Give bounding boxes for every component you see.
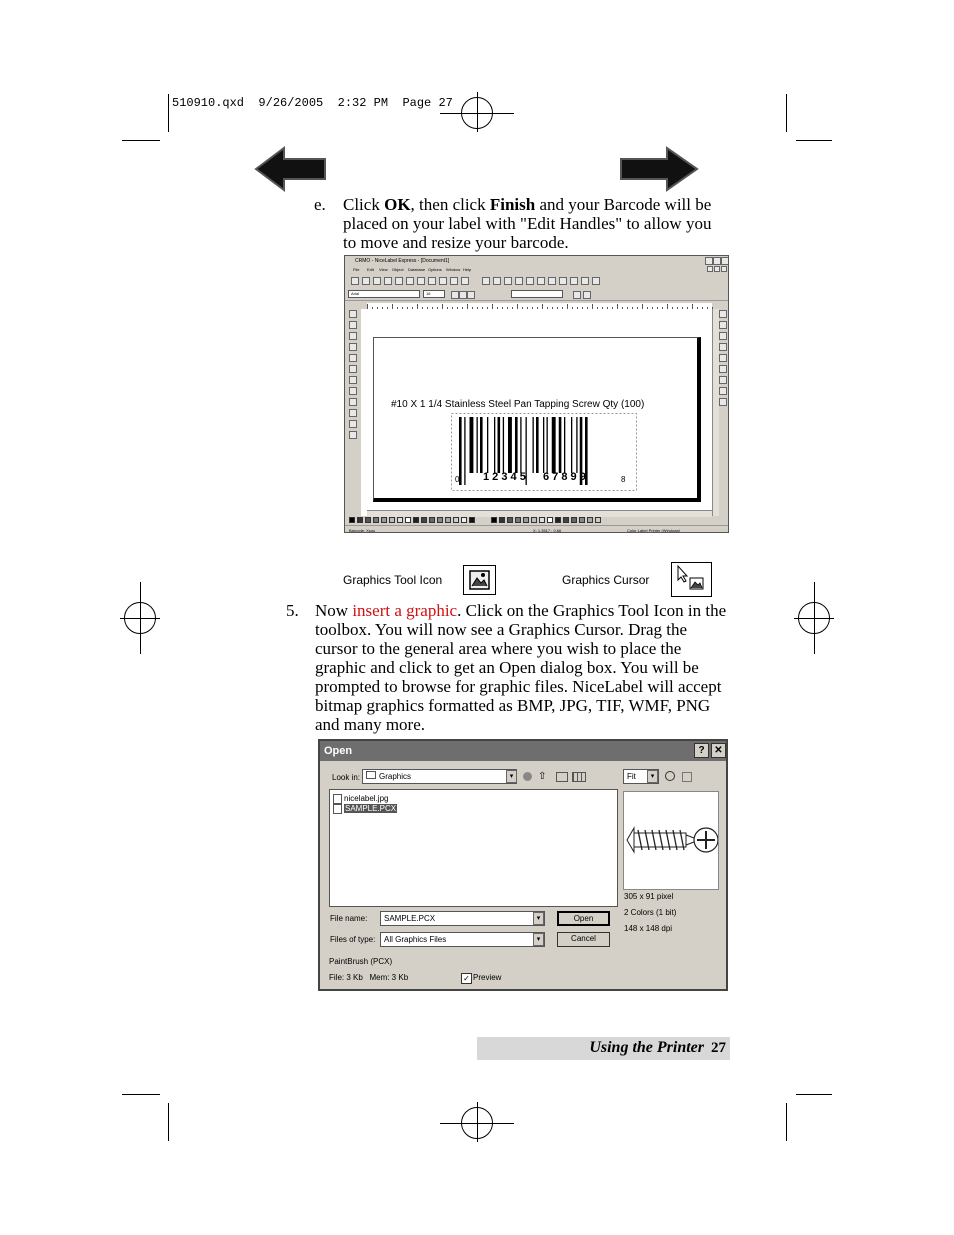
toolbar-button[interactable]	[395, 277, 403, 285]
barcode-first-digit: 0	[455, 475, 460, 484]
palette-swatch[interactable]	[413, 517, 419, 523]
crop-mark-top-left-h	[122, 140, 160, 141]
doc-restore-button[interactable]	[714, 266, 720, 272]
barcode-bar	[480, 417, 483, 473]
screw-image	[624, 792, 718, 889]
menu-options[interactable]: Options	[428, 267, 442, 272]
palette-swatch[interactable]	[373, 517, 379, 523]
barcode-bar	[477, 417, 478, 473]
barcode-bar	[547, 417, 548, 473]
toolbar-button[interactable]	[559, 277, 567, 285]
barcode-bar	[520, 417, 521, 473]
status-right: Color Label Printer (Windows)	[627, 528, 681, 533]
barcode-bar	[533, 417, 534, 473]
toolbox-tool-button[interactable]	[349, 376, 357, 384]
file-item-sample[interactable]: SAMPLE.PCX	[333, 804, 397, 814]
graphics-tool-label: Graphics Tool Icon	[343, 573, 443, 587]
step-e	[314, 195, 734, 255]
file-name-label: File name:	[330, 914, 368, 923]
next-page-arrow-icon[interactable]	[619, 146, 699, 192]
open-button[interactable]: Open	[557, 911, 610, 926]
horizontal-scrollbar[interactable]	[367, 510, 712, 517]
palette-swatch[interactable]	[595, 517, 601, 523]
barcode-bar	[515, 417, 518, 473]
close-button[interactable]	[721, 257, 729, 265]
align-tool-button[interactable]	[719, 343, 727, 351]
graphics-cursor-label: Graphics Cursor	[562, 573, 650, 587]
palette-swatch[interactable]	[349, 517, 355, 523]
ok-keyword: OK	[384, 195, 411, 214]
step-5-text: Now insert a graphic. Click on the Graphics Tool Icon in the toolbox. You will now see a Graphics Cursor. Drag the cursor to the general area where you wish to place the graphic and click to get an Open dialog box. You will be prompted to browse for graphic files. NiceLabel will accept bitmap graphics formatted as BMP, JPG, TIF, WMF, PNG and many more.	[315, 601, 727, 734]
window-title: CRMO - NiceLabel Express - [Document1]	[355, 258, 450, 264]
footer-bar	[477, 1037, 730, 1060]
image-file-icon	[333, 794, 342, 804]
format-text: PaintBrush (PCX)	[329, 957, 393, 966]
step-e-marker: e.	[314, 195, 326, 214]
toolbar-button[interactable]	[439, 277, 447, 285]
standard-toolbar	[345, 274, 728, 289]
size-text: File: 3 Kb Mem: 3 Kb	[329, 973, 409, 982]
menu-help[interactable]: Help	[463, 267, 472, 272]
cancel-button[interactable]: Cancel	[557, 932, 610, 947]
align-tool-button[interactable]	[719, 387, 727, 395]
toolbox-tool-button[interactable]	[349, 420, 357, 428]
palette-swatch[interactable]	[357, 517, 363, 523]
palette-swatch[interactable]	[389, 517, 395, 523]
toolbox-tool-button[interactable]	[349, 398, 357, 406]
file-list[interactable]	[329, 789, 618, 907]
font-size-select[interactable]: 16	[423, 290, 445, 298]
crop-mark-top-right-h	[796, 140, 832, 141]
barcode-bar	[464, 417, 465, 485]
toolbar-button[interactable]	[428, 277, 436, 285]
preview-label: Preview	[473, 973, 502, 982]
dialog-title: Open	[324, 745, 353, 757]
image-preview	[623, 791, 719, 890]
info-pixels: 305 x 91 pixel	[624, 892, 674, 901]
italic-button[interactable]	[459, 291, 467, 299]
info-dpi: 148 x 148 dpi	[624, 924, 673, 933]
footer-page-number: 27	[711, 1040, 726, 1056]
palette-swatch[interactable]	[405, 517, 411, 523]
palette-swatch[interactable]	[397, 517, 403, 523]
graphics-tool-icon-box	[463, 565, 496, 595]
graphics-cursor-icon	[672, 563, 711, 596]
palette-swatch[interactable]	[421, 517, 427, 523]
crop-mark-top-right-v	[786, 94, 787, 132]
image-file-icon	[333, 804, 342, 814]
toolbar-button[interactable]	[373, 277, 381, 285]
status-mid: X: 1.3517 : 0.66	[533, 528, 562, 533]
new-folder-icon[interactable]	[556, 772, 568, 782]
palette-swatch[interactable]	[381, 517, 387, 523]
palette-swatch[interactable]	[429, 517, 435, 523]
toolbar-button[interactable]	[351, 277, 359, 285]
barcode-bar	[571, 417, 572, 473]
formatting-toolbar	[345, 288, 728, 301]
preview-checkbox[interactable]: ✓	[461, 973, 472, 984]
toolbox-tool-button[interactable]	[349, 431, 357, 439]
toolbox-tool-button[interactable]	[349, 409, 357, 417]
file-name-dropdown-icon[interactable]: ▾	[533, 912, 544, 925]
files-of-type-select[interactable]: All Graphics Files	[380, 932, 545, 947]
barcode-bar	[552, 417, 556, 473]
graphics-tool-icon	[464, 566, 495, 594]
toolbox-tool-button[interactable]	[349, 354, 357, 362]
barcode-bar	[543, 417, 544, 473]
palette-swatch[interactable]	[563, 517, 569, 523]
back-icon[interactable]	[523, 772, 532, 781]
crop-mark-bottom-left-v	[168, 1103, 169, 1141]
palette-swatch[interactable]	[579, 517, 585, 523]
align-tool-button[interactable]	[719, 354, 727, 362]
finish-keyword: Finish	[489, 195, 536, 214]
barcode-bar	[470, 417, 474, 473]
status-left: Barcode: Xsou	[349, 528, 376, 533]
palette-swatch[interactable]	[453, 517, 459, 523]
label-caption-text[interactable]: #10 X 1 1/4 Stainless Steel Pan Tapping Screw Qty (100)	[391, 399, 645, 410]
barcode-left-digits: 1 2 3 4 5	[483, 471, 526, 483]
palette-swatch[interactable]	[547, 517, 553, 523]
close-dialog-button[interactable]: ✕	[711, 743, 726, 758]
palette-swatch[interactable]	[587, 517, 593, 523]
graphics-cursor-box	[671, 562, 712, 597]
file-name-input[interactable]: SAMPLE.PCX	[380, 911, 545, 926]
doc-minimize-button[interactable]	[707, 266, 713, 272]
align-tool-button[interactable]	[719, 310, 727, 318]
info-colors: 2 Colors (1 bit)	[624, 908, 677, 917]
menu-database[interactable]: Database	[408, 267, 426, 272]
fit-dropdown-icon[interactable]: ▾	[647, 770, 658, 783]
crop-mark-bottom-right-v	[786, 1103, 787, 1141]
file-slug: 510910.qxd 9/26/2005 2:32 PM Page 27	[172, 96, 453, 110]
toolbar-button[interactable]	[526, 277, 534, 285]
open-dialog	[318, 739, 728, 991]
menu-file[interactable]: File	[353, 267, 360, 272]
file-item-nicelabel[interactable]: nicelabel.jpg	[333, 794, 388, 804]
palette-swatch[interactable]	[531, 517, 537, 523]
font-name-select[interactable]: Arial	[348, 290, 420, 298]
toolbox-tool-button[interactable]	[349, 343, 357, 351]
toolbox-tool-button[interactable]	[349, 332, 357, 340]
toolbox-tool-button[interactable]	[349, 321, 357, 329]
palette-swatch[interactable]	[445, 517, 451, 523]
toolbar-button[interactable]	[537, 277, 545, 285]
toolbar-button[interactable]	[581, 277, 589, 285]
printer-icon[interactable]	[573, 291, 581, 299]
files-of-type-label: Files of type:	[330, 935, 376, 944]
view-menu-icon[interactable]	[572, 772, 586, 782]
crop-mark-bottom-right-h	[796, 1094, 832, 1095]
toolbar-button[interactable]	[406, 277, 414, 285]
menu-view[interactable]: View	[379, 267, 388, 272]
step-e-text: Click OK, then click Finish and your Barcode will be placed on your label with "Edit Handles" to allow you to move and resize your barcode.	[343, 195, 712, 252]
step-5-marker: 5.	[286, 601, 299, 620]
toolbar-button[interactable]	[515, 277, 523, 285]
palette-swatch[interactable]	[539, 517, 545, 523]
barcode-right-digits: 6 7 8 9 9	[543, 471, 586, 483]
toolbar-button[interactable]	[493, 277, 501, 285]
look-in-dropdown-icon[interactable]: ▾	[506, 770, 517, 783]
toolbar-button[interactable]	[504, 277, 512, 285]
dialog-title-bar	[320, 741, 726, 761]
folder-icon	[366, 771, 376, 779]
palette-swatch[interactable]	[499, 517, 505, 523]
toolbar-button[interactable]	[482, 277, 490, 285]
palette-swatch[interactable]	[437, 517, 443, 523]
previous-page-arrow-icon[interactable]	[254, 146, 328, 192]
crop-mark-bottom-left-h	[122, 1094, 160, 1095]
preview-options-icon[interactable]	[682, 772, 692, 782]
palette-swatch[interactable]	[365, 517, 371, 523]
menu-object[interactable]: Object	[392, 267, 404, 272]
menu-window[interactable]: Window	[446, 267, 461, 272]
toolbar-button[interactable]	[384, 277, 392, 285]
barcode-bar	[508, 417, 512, 473]
zoom-icon[interactable]	[665, 771, 675, 781]
footer-section: Using the Printer	[589, 1039, 704, 1056]
align-tool-button[interactable]	[719, 321, 727, 329]
step-5	[286, 601, 736, 735]
palette-swatch[interactable]	[523, 517, 529, 523]
toolbox	[347, 306, 359, 516]
fit-select[interactable]: Fit	[623, 769, 659, 784]
status-bar	[345, 525, 728, 533]
menu-edit[interactable]: Edit	[367, 267, 374, 272]
palette-swatch[interactable]	[461, 517, 467, 523]
look-in-select[interactable]: Graphics	[362, 769, 517, 784]
barcode-bar	[564, 417, 565, 473]
vertical-scrollbar[interactable]	[712, 309, 719, 516]
minimize-button[interactable]	[705, 257, 713, 265]
align-tool-button[interactable]	[719, 365, 727, 373]
up-folder-icon[interactable]: ⇧	[538, 771, 547, 782]
insert-graphic-link[interactable]: insert a graphic	[352, 601, 458, 620]
settings-icon[interactable]	[583, 291, 591, 299]
color-palette[interactable]	[349, 517, 725, 524]
barcode-bar	[503, 417, 504, 473]
barcode-bar	[494, 417, 495, 473]
toolbar-button[interactable]	[570, 277, 578, 285]
variable-select[interactable]	[511, 290, 563, 298]
maximize-button[interactable]	[713, 257, 721, 265]
crop-mark-top-left-v	[168, 94, 169, 132]
toolbox-tool-button[interactable]	[349, 310, 357, 318]
align-tool-button[interactable]	[719, 376, 727, 384]
nicelabel-window	[344, 255, 729, 533]
underline-button[interactable]	[467, 291, 475, 299]
doc-close-button[interactable]	[721, 266, 727, 272]
toolbar-button[interactable]	[362, 277, 370, 285]
align-tool-button[interactable]	[719, 398, 727, 406]
look-in-label: Look in:	[332, 773, 361, 782]
toolbar-button[interactable]	[417, 277, 425, 285]
toolbar-button[interactable]	[461, 277, 469, 285]
toolbar-button[interactable]	[450, 277, 458, 285]
files-of-type-dropdown-icon[interactable]: ▾	[533, 933, 544, 946]
barcode-last-digit: 8	[621, 475, 626, 484]
label-canvas[interactable]	[367, 309, 712, 516]
palette-swatch[interactable]	[515, 517, 521, 523]
palette-swatch[interactable]	[555, 517, 561, 523]
barcode-bar	[536, 417, 539, 473]
barcode-bar	[487, 417, 488, 473]
align-tool-button[interactable]	[719, 332, 727, 340]
barcode-bar	[559, 417, 562, 473]
toolbox-tool-button[interactable]	[349, 387, 357, 395]
help-button[interactable]: ?	[694, 743, 709, 758]
toolbar-button[interactable]	[548, 277, 556, 285]
barcode-bar	[576, 417, 577, 473]
palette-swatch[interactable]	[571, 517, 577, 523]
palette-swatch[interactable]	[469, 517, 475, 523]
palette-swatch[interactable]	[507, 517, 513, 523]
toolbox-tool-button[interactable]	[349, 365, 357, 373]
barcode-bar	[498, 417, 501, 473]
bold-button[interactable]	[451, 291, 459, 299]
toolbar-button[interactable]	[592, 277, 600, 285]
palette-swatch[interactable]	[491, 517, 497, 523]
